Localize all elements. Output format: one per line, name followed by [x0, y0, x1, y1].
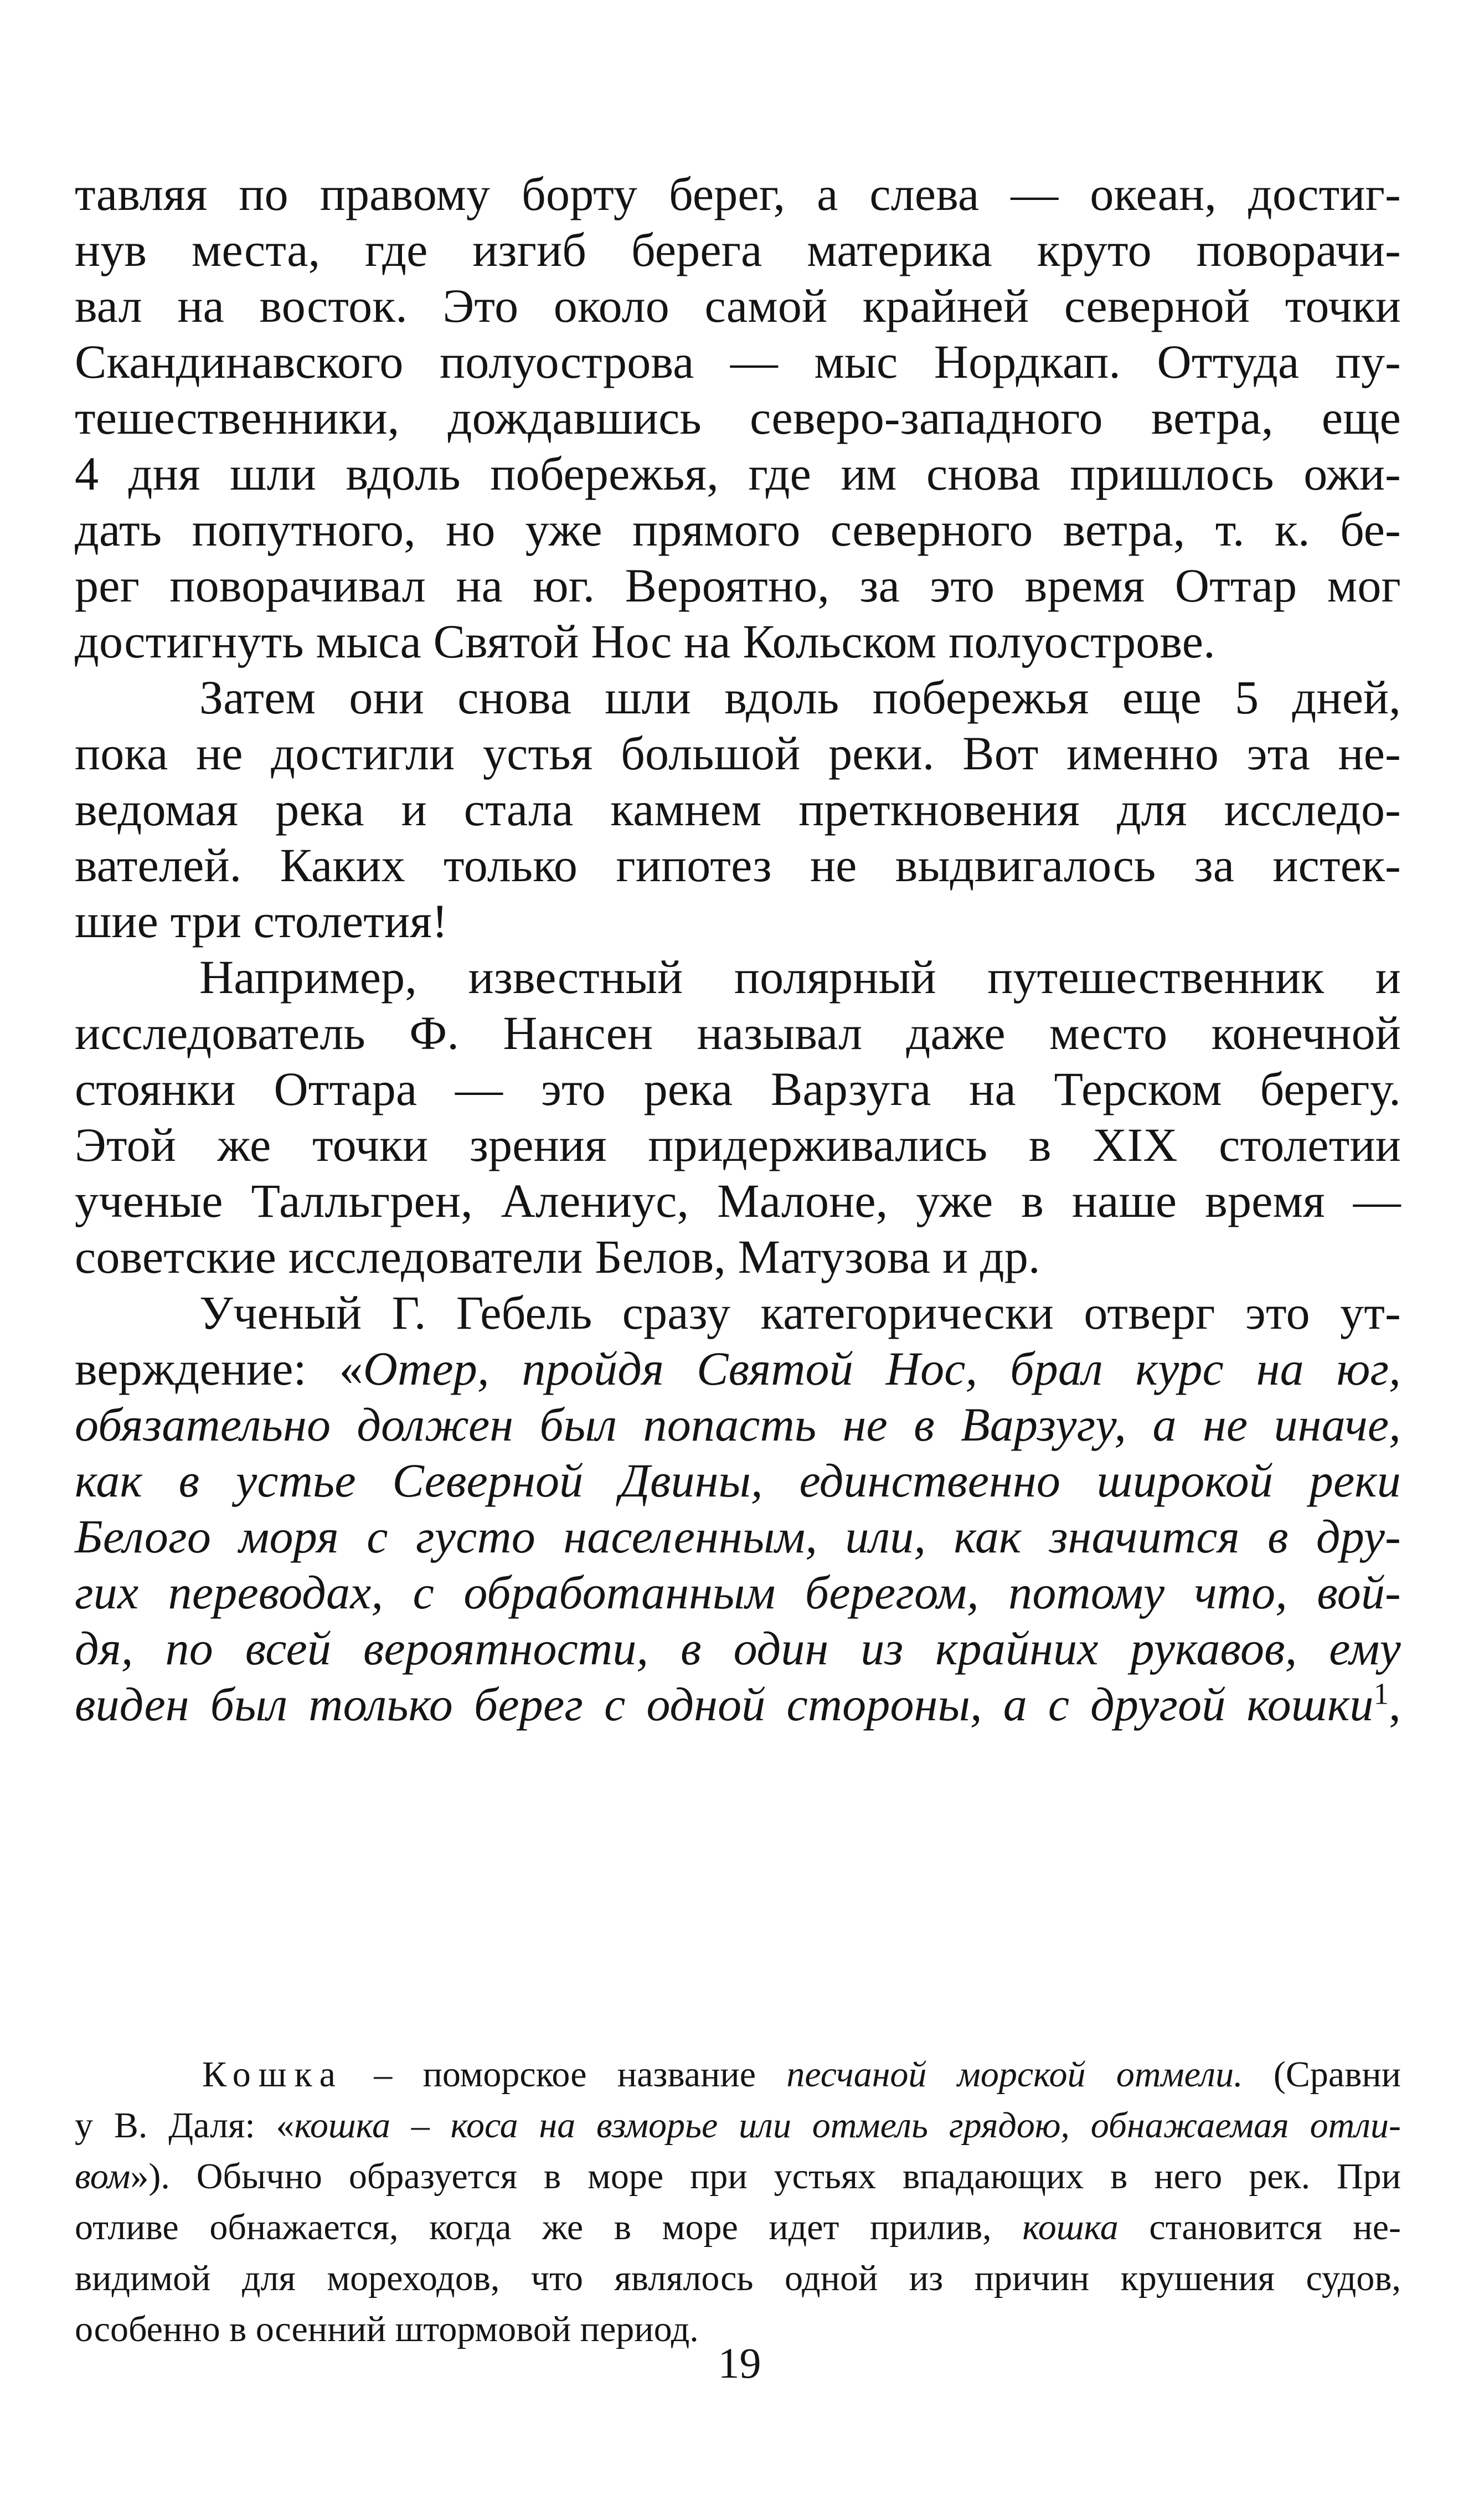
footnote-text-italic: песчаной морской отмели.	[786, 2054, 1243, 2095]
text-line: вал на восток. Это около самой крайней северной точки	[75, 279, 1401, 332]
quote-last-tail: ,	[1389, 1678, 1401, 1731]
text-line: пока не достигли устья большой реки. Вот именно эта не-	[75, 727, 1401, 780]
footnote-text: »). Обычно образуется в море при устьях впадающих в него рек. При	[130, 2156, 1401, 2197]
text-line: Ученый Г. Гебель сразу категорически отверг это ут-	[199, 1286, 1401, 1339]
quote-line-last	[75, 1676, 1401, 1732]
text-line: исследователь Ф. Нансен называл даже место конечной	[75, 1006, 1401, 1060]
text-line: рег поворачивал на юг. Вероятно, за это время Оттар мог	[75, 559, 1401, 612]
text-line: Затем они снова шли вдоль побережья еще 5 дней,	[199, 671, 1401, 724]
quote-line: дя, по всей вероятности, в один из крайних рукавов, ему	[75, 1622, 1401, 1675]
text-line: Например, известный полярный путешественник и	[199, 950, 1401, 1004]
text-line: ведомая река и стала камнем преткновения для исследо-	[75, 783, 1401, 836]
footnote-text: отливе обнажается, когда же в море идет прилив,	[75, 2207, 1023, 2248]
footnote-text: у В. Даля: «	[75, 2105, 295, 2146]
text-line: достигнуть мыса Святой Нос на Кольском полуострове.	[75, 615, 1215, 668]
footnote-text: – поморское название	[343, 2054, 787, 2095]
text-line: вателей. Каких только гипотез не выдвигалось за истек-	[75, 839, 1401, 892]
footnote-term: Кошка	[202, 2054, 343, 2095]
quote-open-italic: Отер, пройдя Святой Нос, брал курс на юг,	[363, 1342, 1401, 1395]
page-number: 19	[718, 2339, 761, 2387]
footnote-text-italic: вом	[75, 2156, 131, 2197]
main-text	[75, 166, 1401, 1732]
footnote-line	[75, 2202, 1401, 2253]
quote-last-italic: виден был только берег с одной стороны, а с другой кошки	[75, 1678, 1374, 1731]
quote-line: как в устье Северной Двины, единственно широкой реки	[75, 1454, 1401, 1507]
footnote-text: (Сравни	[1243, 2054, 1401, 2095]
text-line: тешественники, дождавшись северо-западного ветра, еще	[75, 391, 1401, 444]
text-line: тавляя по правому борту берег, а слева — океан, достиг-	[75, 167, 1401, 220]
footnote-text-italic: кошка	[1022, 2207, 1119, 2248]
text-line: Этой же точки зрения придерживались в XIX столетии	[75, 1118, 1401, 1171]
footnote-text-italic: кошка – коса на взморье или отмель грядою, обнажаемая отли-	[294, 2105, 1401, 2146]
footnote-marker[interactable]: 1	[1373, 1676, 1389, 1711]
quote-open-plain: верждение: «	[75, 1342, 363, 1395]
footnote-line	[75, 2100, 1401, 2151]
footnote-line: особенно в осенний штормовой период.	[75, 2309, 699, 2349]
footnote-line: видимой для мореходов, что являлось одной из причин крушения судов,	[75, 2258, 1401, 2298]
text-line: дать попутного, но уже прямого северного ветра, т. к. бе-	[75, 503, 1401, 556]
quote-line: гих переводах, с обработанным берегом, потому что, вой-	[75, 1566, 1401, 1619]
text-line: 4 дня шли вдоль побережья, где им снова пришлось ожи-	[75, 447, 1401, 500]
text-line: Скандинавского полуострова — мыс Нордкап. Оттуда пу-	[75, 335, 1401, 388]
footnote-text: становится не-	[1118, 2207, 1401, 2248]
text-line	[75, 1341, 1401, 1397]
text-line: ученые Талльгрен, Алениус, Малоне, уже в наше время —	[75, 1174, 1401, 1227]
text-line: советские исследователи Белов, Матузова и др.	[75, 1230, 1040, 1283]
footnote-line	[75, 2049, 1401, 2100]
text-line: стоянки Оттара — это река Варзуга на Терском берегу.	[75, 1062, 1401, 1115]
quote-line: Белого моря с густо населенным, или, как значится в дру-	[75, 1510, 1401, 1563]
text-line: шие три столетия!	[75, 894, 448, 948]
footnote	[75, 2049, 1401, 2355]
text-line: нув места, где изгиб берега материка круто поворачи-	[75, 223, 1401, 276]
quote-line: обязательно должен был попасть не в Варзугу, а не иначе,	[75, 1398, 1401, 1451]
footnote-line	[75, 2151, 1401, 2202]
